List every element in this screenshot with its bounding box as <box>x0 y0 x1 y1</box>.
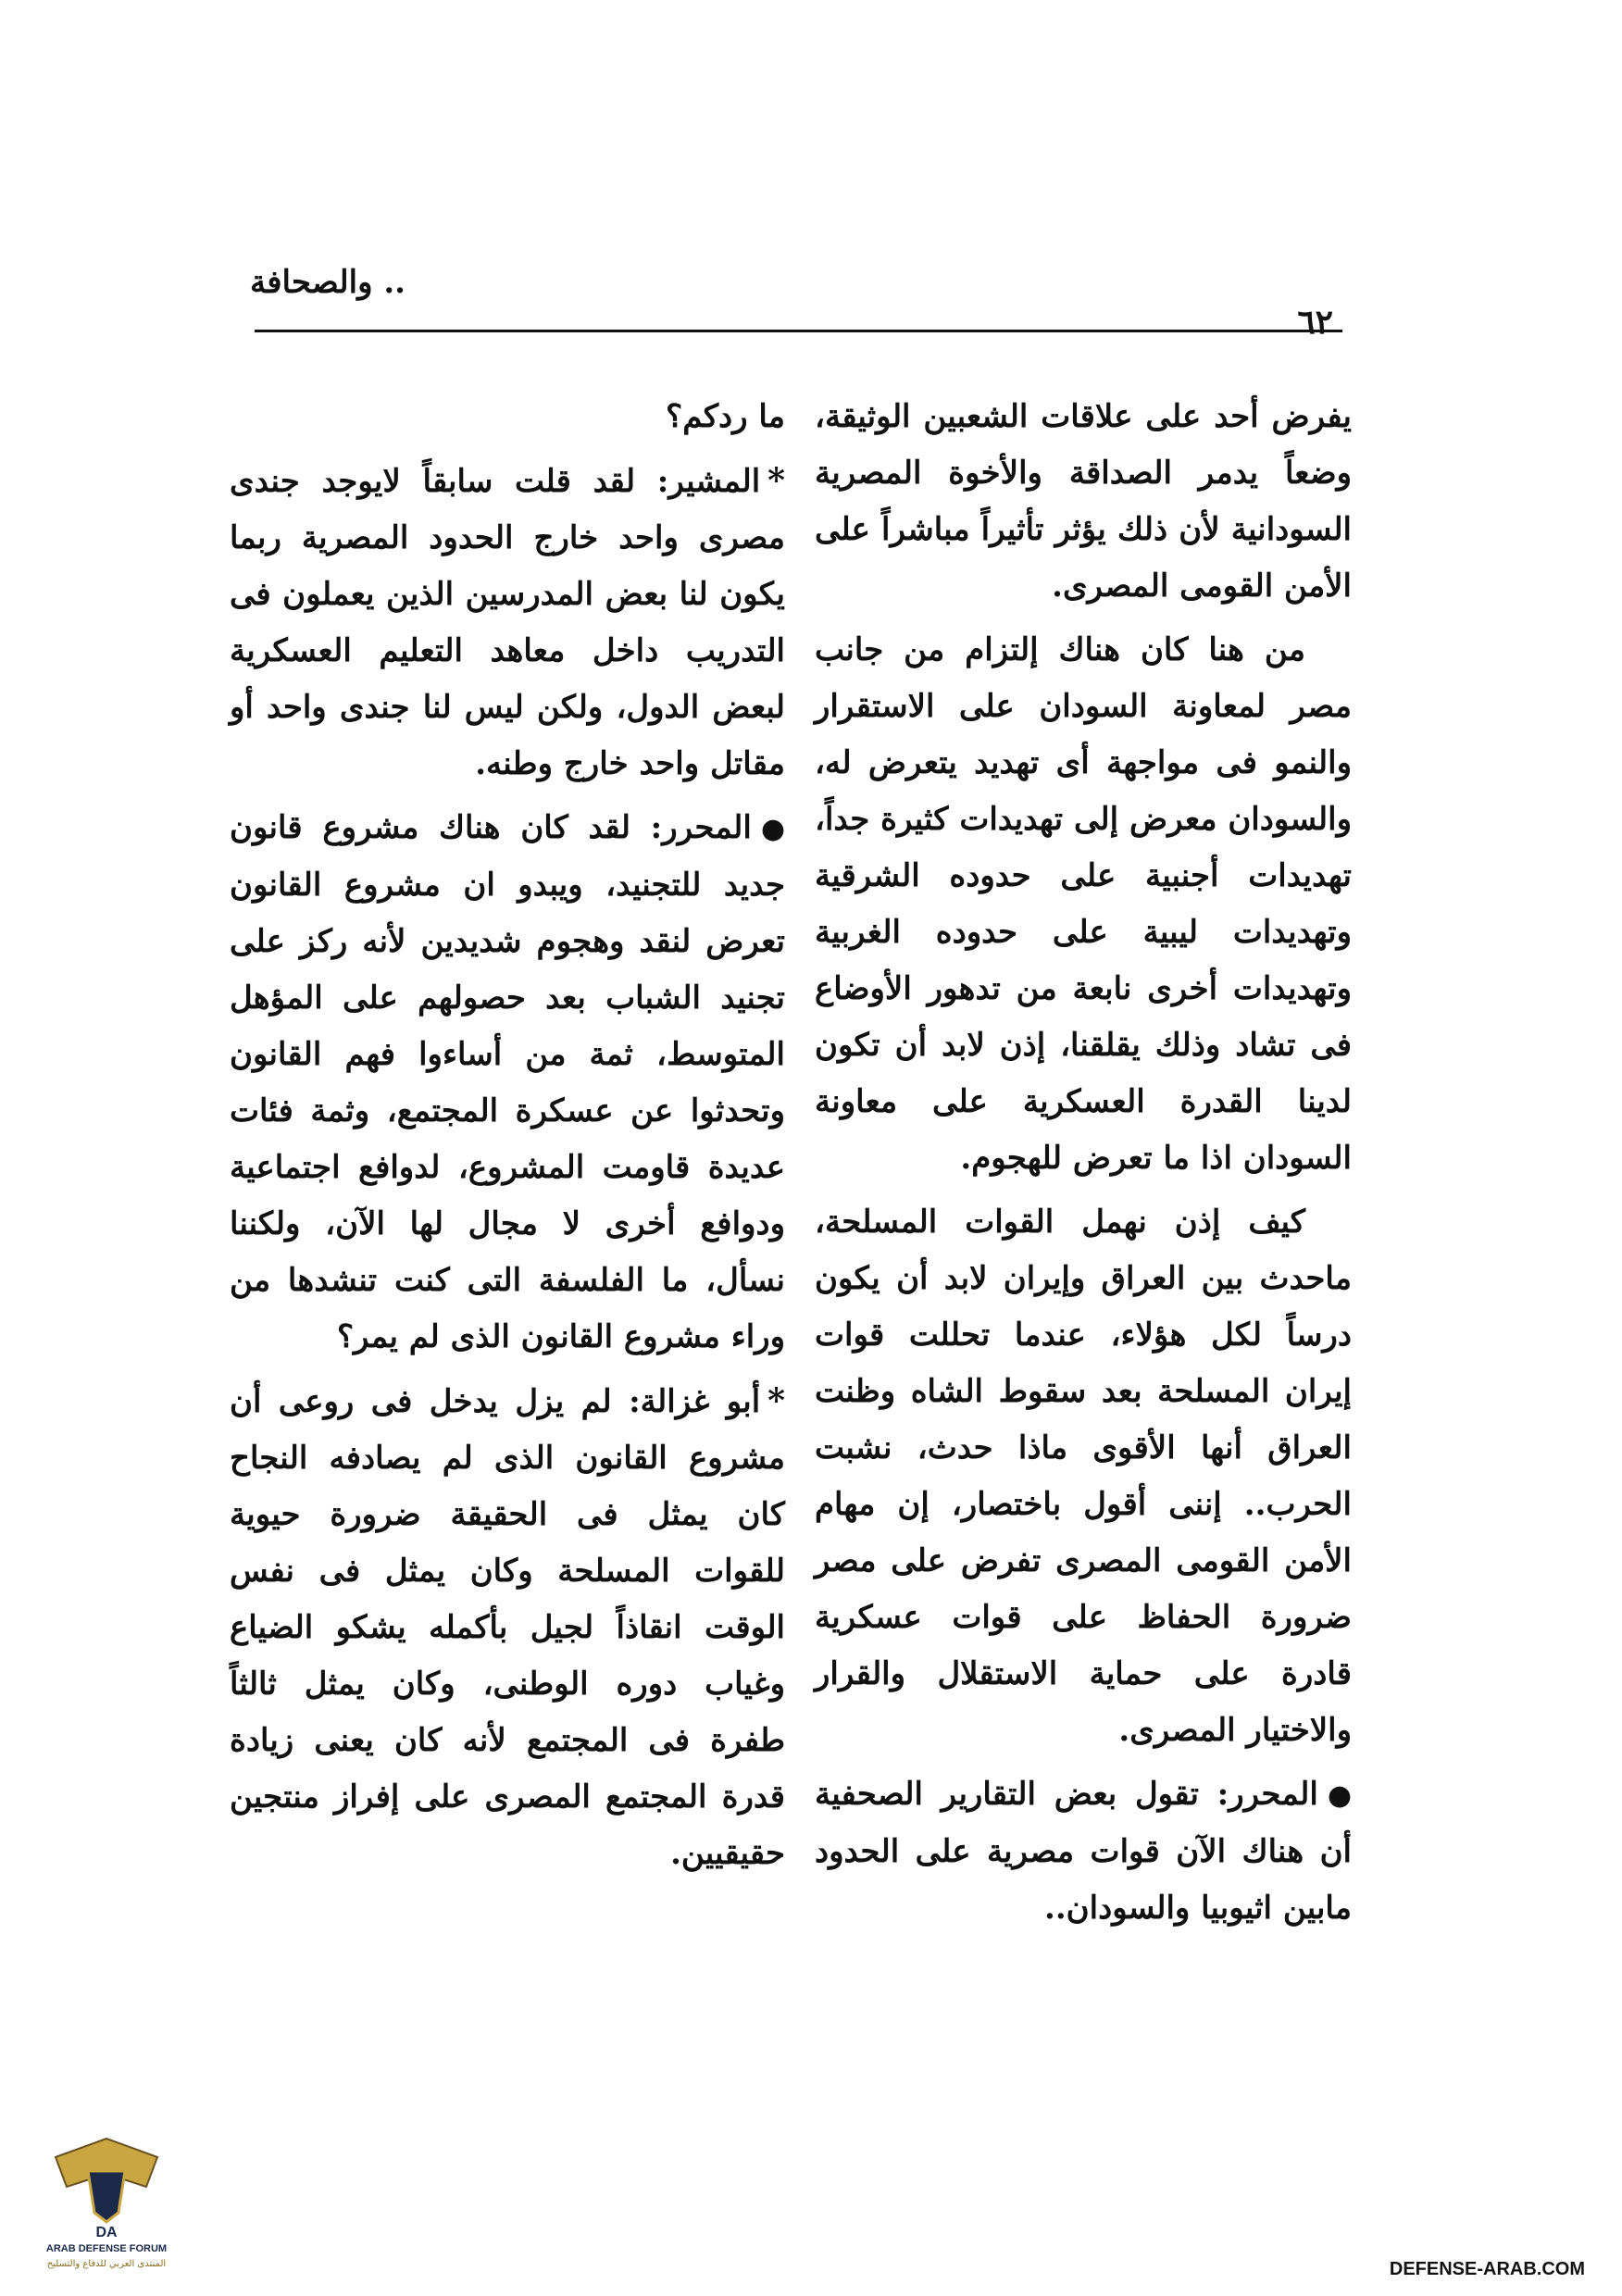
interviewer-question <box>230 800 785 1366</box>
forum-logo <box>37 2129 176 2277</box>
answer-text: لقد قلت سابقاً لايوجد جندى مصرى واحد خارج الحدود المصرية ربما يكون لنا بعض المدرسين الذين يعملون فى التدريب داخل معاهد التعليم العسكرية لبعض الدول، ولكن ليس لنا جندى واحد أو مقاتل واحد خارج وطنه. <box>230 463 785 782</box>
paragraph: يفرض أحد على علاقات الشعبين الوثيقة، وضعاً يدمر الصداقة والأخوة المصرية السودانية لأن ذلك يؤثر تأثيراً مباشراً على الأمن القومى المصرى. <box>815 398 1352 605</box>
question-text: تقول بعض التقارير الصحفية أن هناك الآن قوات مصرية على الحدود مابين اثيوبيا والسودان.. <box>815 1776 1352 1927</box>
page-number: ٦٢ <box>1297 303 1333 342</box>
header-rule <box>255 330 1342 332</box>
question-text: لقد كان هناك مشروع قانون جديد للتجنيد، ويبدو ان مشروع القانون تعرض لنقد وهجوم شديدين لأنه ركز على تجنيد الشباب بعد حصولهم على المؤهل المتوسط، ثمة من أساءوا فهم القانون وتحدثوا عن عسكرة المجتمع، وثمة فئات عديدة قاومت المشروع، لدوافع اجتماعية ودوافع أخرى لا مجال لها الآن، ولكننا نسأل، ما الفلسفة التى كنت تنشدها من وراء مشروع القانون الذى لم يمر؟ <box>230 809 785 1355</box>
answer-paragraph <box>230 1373 785 1882</box>
running-header <box>250 264 1342 342</box>
logo-title: ARAB DEFENSE FORUM <box>45 2243 168 2254</box>
paragraph: من هنا كان هناك إلتزام من جانب مصر لمعاونة السودان على الاستقرار والنمو فى مواجهة أى تهديد يتعرض له، والسودان معرض إلى تهديدات كثيرة جداً، تهديدات أجنبية على حدوده الشرقية وتهديدات ليبية على حدوده الغربية وتهديدات أخرى نابعة من تدهور الأوضاع فى تشاد وذلك يقلقنا، إذن لابد أن تكون لدينا القدرة العسكرية على معاونة السودان اذا ما تعرض للهجوم. <box>815 631 1352 1177</box>
star-icon: * <box>767 1381 785 1420</box>
answer-text: لم يزل يدخل فى روعى أن مشروع القانون الذى لم يصادفه النجاح كان يمثل فى الحقيقة ضرورة حيوية للقوات المسلحة وكان يمثل فى نفس الوقت انقاذاً لجيل بأكمله يشكو الضياع وغياب دوره الوطنى، وكان يمثل ثالثاً طفرة فى المجتمع لأنه كان يعنى زيادة قدرة المجتمع المصرى على إفراز منتجين حقيقيين. <box>230 1383 785 1872</box>
speaker-label: المحرر: <box>650 809 752 846</box>
watermark-site-url: DEFENSE-ARAB.COM <box>1389 2259 1585 2279</box>
logo-initials: DA <box>95 2225 118 2240</box>
left-column <box>230 389 785 1890</box>
interviewer-question <box>815 1766 1352 1937</box>
bullet-icon: ● <box>1327 1779 1352 1812</box>
logo-shield <box>88 2171 125 2222</box>
star-icon: * <box>767 461 785 500</box>
section-title: .. والصحافة <box>250 264 406 301</box>
speaker-label: المحرر: <box>1216 1776 1318 1813</box>
paragraph: كيف إذن نهمل القوات المسلحة، ماحدث بين العراق وإيران لابد أن يكون درساً لكل هؤلاء، عندما تحللت قوات إيران المسلحة بعد سقوط الشاه وظنت العراق أنها الأقوى ماذا حدث، نشبت الحرب.. إننى أقول باختصار، إن مهام الأمن القومى المصرى تفرض على مصر ضرورة الحفاظ على قوات عسكرية قادرة على حماية الاستقلال والقرار والاختيار المصرى. <box>815 1204 1352 1749</box>
speaker-label: أبو غزالة: <box>629 1383 761 1420</box>
question-continuation: ما ردكم؟ <box>666 398 785 435</box>
right-column <box>815 389 1352 1944</box>
speaker-label: المشير: <box>656 463 761 500</box>
bullet-icon: ● <box>760 813 785 845</box>
logo-subtitle: المنتدى العربي للدفاع والتسليح <box>46 2259 167 2269</box>
answer-paragraph <box>230 453 785 792</box>
